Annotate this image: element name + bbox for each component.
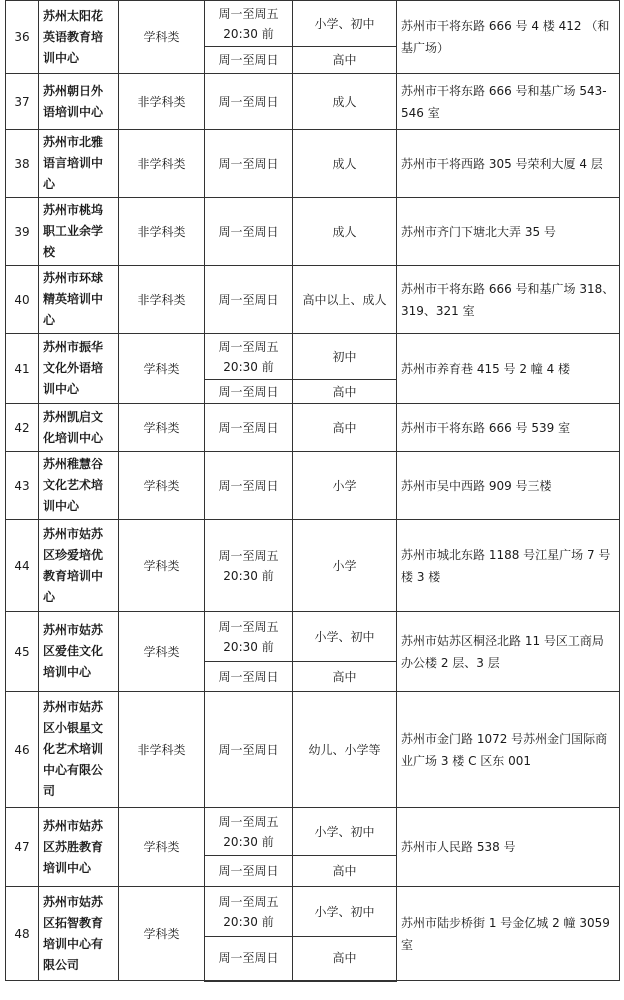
table-row: [6, 266, 620, 334]
row-number: 38: [6, 130, 39, 198]
category: 学科类: [119, 520, 205, 612]
institution-name: 苏州太阳花英语教育培训中心: [39, 1, 119, 74]
table-row: [6, 520, 620, 612]
institution-name: 苏州稚慧谷文化艺术培训中心: [39, 452, 119, 520]
address: 苏州市齐门下塘北大弄 35 号: [397, 198, 620, 266]
grade-level: 高中: [293, 380, 397, 404]
table-row: [6, 1, 620, 47]
address: 苏州市干将东路 666 号和基广场 543-546 室: [397, 74, 620, 130]
category: 非学科类: [119, 692, 205, 808]
row-number: 44: [6, 520, 39, 612]
institution-name: 苏州市桃坞职工业余学校: [39, 198, 119, 266]
table-row: [6, 130, 620, 198]
institution-name: 苏州凯启文化培训中心: [39, 404, 119, 452]
row-number: 46: [6, 692, 39, 808]
address: 苏州市金门路 1072 号苏州金门国际商业广场 3 楼 C 区东 001: [397, 692, 620, 808]
address: 苏州市城北东路 1188 号江星广场 7 号楼 3 楼: [397, 520, 620, 612]
institution-name: 苏州市环球精英培训中心: [39, 266, 119, 334]
grade-level: 成人: [293, 130, 397, 198]
table-body: [6, 1, 620, 981]
row-number: 40: [6, 266, 39, 334]
grade-level: 小学、初中: [293, 887, 397, 937]
address: 苏州市养育巷 415 号 2 幢 4 楼: [397, 334, 620, 404]
grade-level: 小学、初中: [293, 612, 397, 662]
grade-level: 高中: [293, 937, 397, 981]
table-row: [6, 887, 620, 937]
address: 苏州市姑苏区桐泾北路 11 号区工商局办公楼 2 层、3 层: [397, 612, 620, 692]
address: 苏州市干将东路 666 号 539 室: [397, 404, 620, 452]
time-slot: 周一至周日: [205, 452, 293, 520]
row-number: 42: [6, 404, 39, 452]
category: 非学科类: [119, 74, 205, 130]
time-slot: 周一至周日: [205, 692, 293, 808]
time-slot: 周一至周五 20:30 前: [205, 1, 293, 47]
address: 苏州市人民路 538 号: [397, 808, 620, 887]
category: 非学科类: [119, 198, 205, 266]
grade-level: 高中: [293, 47, 397, 74]
institution-name: 苏州市姑苏区爱佳文化培训中心: [39, 612, 119, 692]
time-slot: 周一至周日: [205, 662, 293, 692]
grade-level: 幼儿、小学等: [293, 692, 397, 808]
institution-name: 苏州朝日外语培训中心: [39, 74, 119, 130]
address: 苏州市干将西路 305 号荣利大厦 4 层: [397, 130, 620, 198]
grade-level: 高中: [293, 404, 397, 452]
category: 学科类: [119, 1, 205, 74]
table-row: [6, 198, 620, 266]
time-slot: 周一至周五 20:30 前: [205, 334, 293, 380]
grade-level: 高中: [293, 662, 397, 692]
institution-name: 苏州市姑苏区小银星文化艺术培训中心有限公司: [39, 692, 119, 808]
category: 学科类: [119, 452, 205, 520]
table-row: [6, 808, 620, 856]
time-slot: 周一至周日: [205, 47, 293, 74]
grade-level: 高中: [293, 856, 397, 887]
category: 学科类: [119, 334, 205, 404]
category: 学科类: [119, 612, 205, 692]
row-number: 47: [6, 808, 39, 887]
row-number: 45: [6, 612, 39, 692]
grade-level: 小学、初中: [293, 808, 397, 856]
time-slot: 周一至周日: [205, 74, 293, 130]
grade-level: 成人: [293, 198, 397, 266]
institution-name: 苏州市姑苏区珍爱培优教育培训中心: [39, 520, 119, 612]
row-number: 37: [6, 74, 39, 130]
address: 苏州市干将东路 666 号和基广场 318、319、321 室: [397, 266, 620, 334]
category: 学科类: [119, 808, 205, 887]
grade-level: 小学、初中: [293, 1, 397, 47]
grade-level: 小学: [293, 520, 397, 612]
time-slot: 周一至周日: [205, 937, 293, 981]
table-row: [6, 692, 620, 808]
table-row: [6, 452, 620, 520]
institution-name: 苏州市振华文化外语培训中心: [39, 334, 119, 404]
row-number: 48: [6, 887, 39, 981]
time-slot: 周一至周五 20:30 前: [205, 612, 293, 662]
table-row: [6, 404, 620, 452]
time-slot: 周一至周五 20:30 前: [205, 808, 293, 856]
grade-level: 成人: [293, 74, 397, 130]
table-row: [6, 74, 620, 130]
institution-name: 苏州市姑苏区拓智教育培训中心有限公司: [39, 887, 119, 981]
time-slot: 周一至周日: [205, 404, 293, 452]
grade-level: 初中: [293, 334, 397, 380]
address: 苏州市陆步桥街 1 号金亿城 2 幢 3059 室: [397, 887, 620, 981]
row-number: 39: [6, 198, 39, 266]
time-slot: 周一至周日: [205, 198, 293, 266]
grade-level: 小学: [293, 452, 397, 520]
row-number: 41: [6, 334, 39, 404]
institution-name: 苏州市姑苏区苏胜教育培训中心: [39, 808, 119, 887]
row-number: 36: [6, 1, 39, 74]
address: 苏州市吴中西路 909 号三楼: [397, 452, 620, 520]
time-slot: 周一至周日: [205, 266, 293, 334]
time-slot: 周一至周日: [205, 380, 293, 404]
institution-table: [5, 0, 620, 982]
table-row: [6, 612, 620, 662]
address: 苏州市干将东路 666 号 4 楼 412 （和基广场）: [397, 1, 620, 74]
row-number: 43: [6, 452, 39, 520]
institution-name: 苏州市北雅语言培训中心: [39, 130, 119, 198]
time-slot: 周一至周五 20:30 前: [205, 520, 293, 612]
time-slot: 周一至周日: [205, 856, 293, 887]
category: 学科类: [119, 887, 205, 981]
time-slot: 周一至周日: [205, 130, 293, 198]
grade-level: 高中以上、成人: [293, 266, 397, 334]
category: 非学科类: [119, 266, 205, 334]
time-slot: 周一至周五 20:30 前: [205, 887, 293, 937]
category: 非学科类: [119, 130, 205, 198]
category: 学科类: [119, 404, 205, 452]
table-row: [6, 334, 620, 380]
